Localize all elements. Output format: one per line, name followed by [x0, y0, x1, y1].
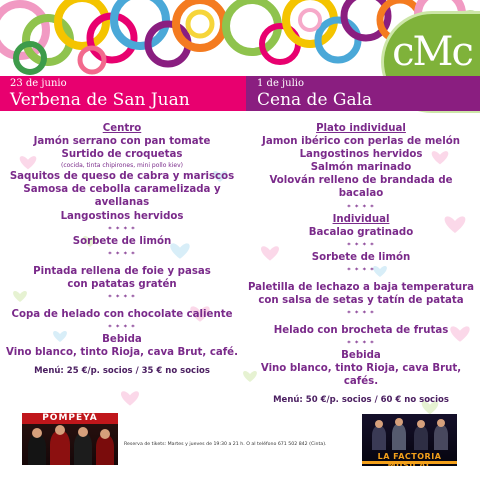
menu-item: Sorbete de limón — [72, 235, 172, 247]
drinks-list: Vino blanco, tinto Rioja, cava Brut, cafés. — [260, 363, 462, 388]
menu-item: Langostinos hervidos — [299, 149, 423, 161]
menu-item: con patatas gratén — [67, 278, 177, 290]
separator: * * * * — [108, 249, 136, 258]
menu-item: Jamón serrano con pan tomate — [33, 136, 211, 148]
drinks-list: Vino blanco, tinto Rioja, cava Brut, café. — [6, 347, 238, 359]
logo-brand: cMc — [392, 29, 472, 75]
band-photo-factoria-musical — [362, 414, 457, 466]
menu-column-cena-gala — [246, 122, 476, 408]
menu-item: con salsa de setas y tatín de patata — [258, 294, 464, 306]
menu-item: Volován relleno de brandada de bacalao — [269, 175, 453, 200]
menu-item: Bacalao gratinado — [308, 226, 414, 238]
menu-item: Surtido de croquetas — [61, 149, 183, 161]
menu-item: Saquitos de queso de cabra y mariscos — [9, 171, 235, 183]
event-date: 23 de junio — [10, 78, 67, 89]
band-name-underline — [362, 461, 457, 464]
menu-item: Pintada rellena de foie y pasas — [33, 265, 211, 277]
menu-item: Copa de helado con chocolate caliente — [11, 308, 233, 320]
menu-price: Menú: 50 €/p. socios / 60 € no socios — [273, 395, 449, 406]
band-name: LA FACTORIA — [377, 452, 442, 461]
menu-item: Salmón marinado — [310, 162, 412, 174]
rings-left — [0, 0, 224, 72]
event-header-san-juan — [0, 76, 246, 111]
drinks-heading: Bebida — [102, 334, 142, 346]
separator: * * * * — [347, 339, 375, 348]
menu-item: Samosa de cebolla caramelizada y avellanas — [23, 184, 221, 209]
separator: * * * * — [347, 202, 375, 211]
event-title: Verbena de San Juan — [10, 90, 190, 110]
menu-item: Jamon ibérico con perlas de melón — [262, 136, 460, 148]
section-heading: Plato individual — [316, 123, 406, 134]
separator: * * * * — [108, 224, 136, 233]
menu-item: Sorbete de limón — [311, 251, 411, 263]
event-header-cena-gala — [246, 76, 480, 111]
band-photo-pompeya — [22, 413, 118, 465]
menu-column-san-juan — [2, 122, 242, 378]
event-title: Cena de Gala — [257, 90, 373, 110]
menu-item: Langostinos hervidos — [60, 210, 184, 222]
drinks-heading: Bebida — [341, 350, 381, 362]
separator: * * * * — [347, 240, 375, 249]
menu-item-note: (cocida, tinta chipirones, mini pollo kiev) — [60, 162, 184, 170]
menu-item: Helado con brocheta de frutas — [273, 325, 449, 337]
menu-price: Menú: 25 €/p. socios / 35 € no socios — [34, 366, 210, 377]
section-heading: Individual — [332, 213, 390, 225]
section-heading: Centro — [102, 123, 142, 134]
separator: * * * * — [347, 265, 375, 274]
separator: * * * * — [347, 309, 375, 318]
menu-item: Paletilla de lechazo a baja temperatura — [247, 281, 475, 293]
reservation-note: Reserva de tikets: Martes y jueves de 19:30 a 21 h. O al teléfono 671 502 842 (Cinta). — [124, 442, 327, 447]
band-name: POMPEYA — [22, 413, 118, 424]
separator: * * * * — [108, 323, 136, 332]
event-date: 1 de julio — [257, 78, 304, 89]
separator: * * * * — [108, 292, 136, 301]
